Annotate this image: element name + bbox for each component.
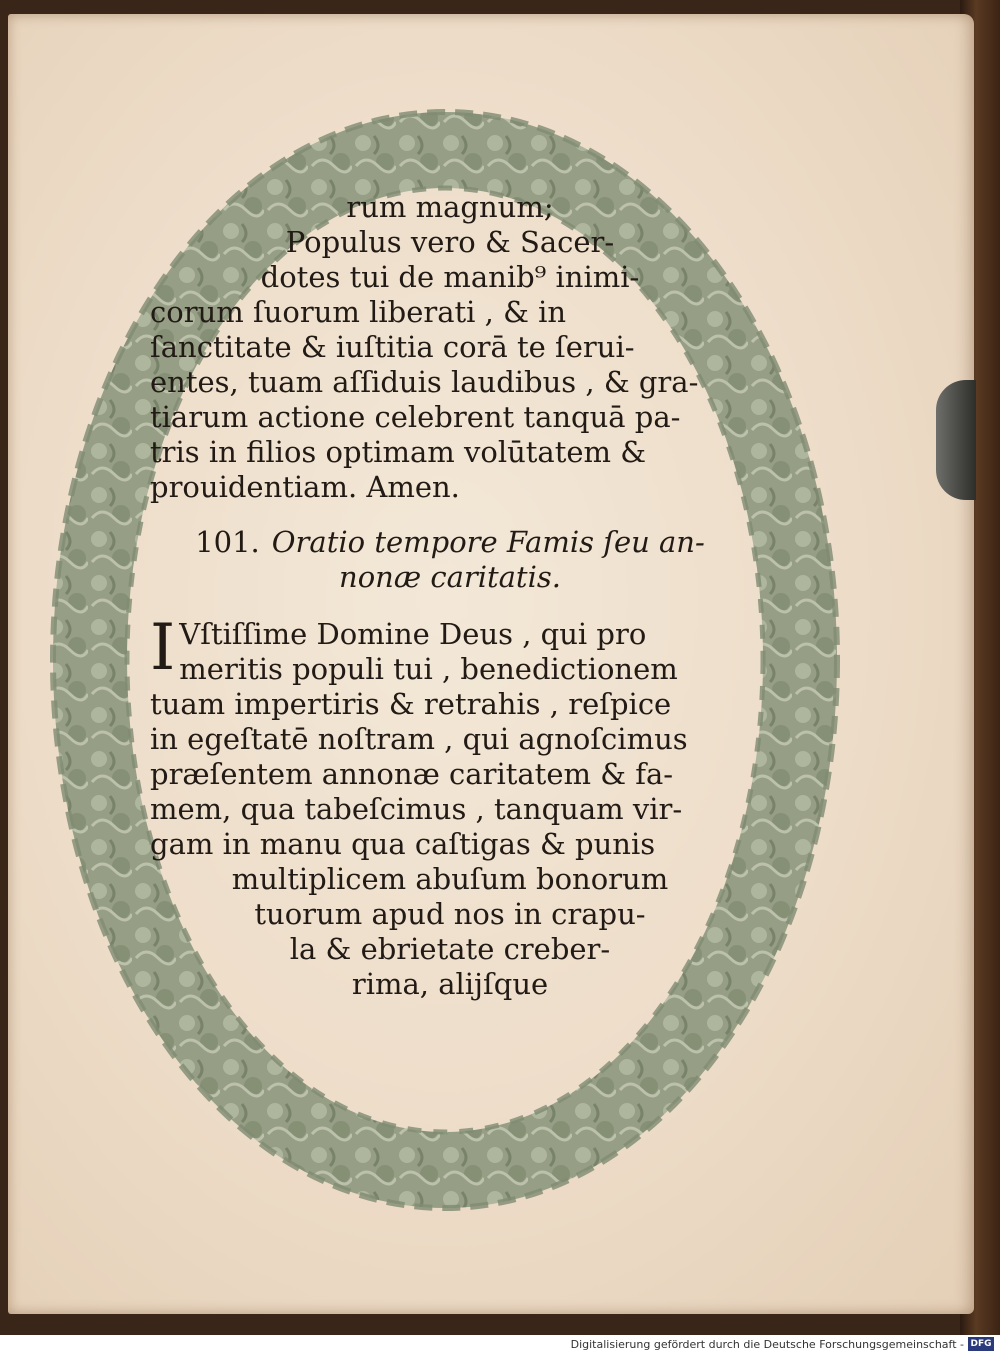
- paragraph-continuation: [150, 190, 750, 505]
- text-line: gam in manu qua caſtigas & punis: [150, 827, 656, 861]
- drop-cap: I: [150, 611, 176, 685]
- heading-line: nonæ caritatis.: [339, 560, 561, 594]
- text-line: præſentem annonæ caritatem & fa-: [150, 757, 674, 791]
- text-line: rum magnum;: [346, 190, 554, 224]
- text-line: tiarum actione celebrent tanquā pa-: [150, 400, 681, 434]
- text-line: tuorum apud nos in crapu-: [254, 897, 646, 931]
- heading-line: Oratio tempore Famis ſeu an-: [271, 525, 705, 559]
- digitization-footer: [0, 1335, 1000, 1354]
- text-line: dotes tui de manib⁹ inimi-: [260, 260, 640, 294]
- prayer-body: [150, 611, 750, 1002]
- dfg-logo-icon: DFG: [968, 1337, 994, 1351]
- text-line: multiplicem abuſum bonorum: [231, 862, 669, 896]
- text-line: ſanctitate & iuſtitia corā te ſerui-: [150, 330, 635, 364]
- text-line: la & ebrietate creber-: [289, 932, 611, 966]
- text-line: meritis populi tui , benedictionem: [179, 652, 678, 686]
- text-line: tris in filios optimam volūtatem &: [150, 435, 647, 469]
- text-line: tuam impertiris & retrahis , reſpice: [150, 687, 672, 721]
- text-line: prouidentiam. Amen.: [150, 470, 460, 504]
- text-line: mem, qua tabeſcimus , tanquam vir-: [150, 792, 683, 826]
- prayer-number: 101.: [195, 525, 260, 559]
- text-line: in egeſtatē noſtram , qui agnoſcimus: [150, 722, 688, 756]
- footer-credit: Digitalisierung gefördert durch die Deutsche Forschungsgemeinschaft -: [570, 1338, 964, 1351]
- prayer-text: [150, 190, 750, 1002]
- text-line: rima, alijſque: [351, 967, 549, 1001]
- text-line: Populus vero & Sacer-: [285, 225, 615, 259]
- text-line: Vſtiſſime Domine Deus , qui pro: [179, 617, 647, 651]
- text-line: corum ſuorum liberati , & in: [150, 295, 567, 329]
- prayer-heading: [150, 525, 750, 595]
- text-line: entes, tuam aſſiduis laudibus , & gra-: [150, 365, 699, 399]
